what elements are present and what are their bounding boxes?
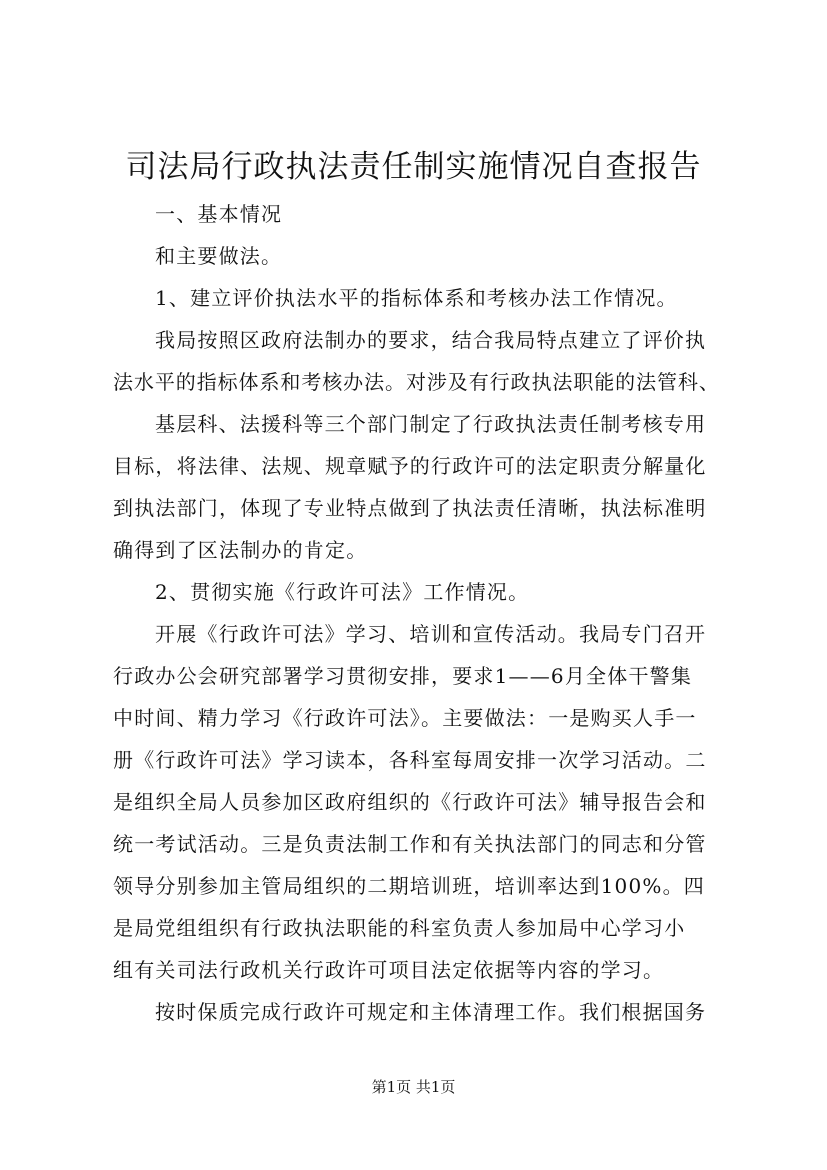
paragraph-line: 到执法部门，体现了专业特点做到了执法责任清晰，执法标准明: [113, 496, 707, 520]
section-heading-basic: 一、基本情况: [155, 202, 283, 226]
paragraph-line: 我局按照区政府法制办的要求，结合我局特点建立了评价执: [155, 328, 707, 352]
paragraph-line: 是组织全局人员参加区政府组织的《行政许可法》辅导报告会和: [113, 790, 707, 814]
paragraph-line: 法水平的指标体系和考核办法。对涉及有行政执法职能的法管科、: [113, 370, 720, 394]
paragraph-line: 册《行政许可法》学习读本，各科室每周安排一次学习活动。二: [113, 748, 707, 772]
paragraph-line: 中时间、精力学习《行政许可法》。主要做法：一是购买人手一: [113, 706, 697, 730]
paragraph-line: 统一考试活动。三是负责法制工作和有关执法部门的同志和分管: [113, 832, 707, 856]
paragraph-line: 行政办公会研究部署学习贯彻安排，要求1——6月全体干警集: [113, 664, 693, 688]
paragraph-line: 按时保质完成行政许可规定和主体清理工作。我们根据国务: [155, 1000, 707, 1024]
paragraph-line: 领导分别参加主管局组织的二期培训班，培训率达到100%。四: [113, 874, 705, 898]
paragraph-line: 和主要做法。: [155, 244, 283, 268]
paragraph-line: 确得到了区法制办的肯定。: [113, 538, 368, 562]
paragraph-line: 目标，将法律、法规、规章赋予的行政许可的法定职责分解量化: [113, 454, 707, 478]
paragraph-line: 组有关司法行政机关行政许可项目法定依据等内容的学习。: [113, 958, 665, 982]
paragraph-line: 开展《行政许可法》学习、培训和宣传活动。我局专门召开: [155, 622, 707, 646]
subsection-heading-1: 1、建立评价执法水平的指标体系和考核办法工作情况。: [155, 286, 678, 310]
paragraph-line: 基层科、法援科等三个部门制定了行政执法责任制考核专用: [155, 412, 707, 436]
page-number-footer: 第1页 共1页: [371, 1078, 456, 1096]
subsection-heading-2: 2、贯彻实施《行政许可法》工作情况。: [155, 580, 530, 604]
document-title: 司法局行政执法责任制实施情况自查报告: [125, 149, 702, 185]
paragraph-line: 是局党组组织有行政执法职能的科室负责人参加局中心学习小: [113, 916, 686, 940]
